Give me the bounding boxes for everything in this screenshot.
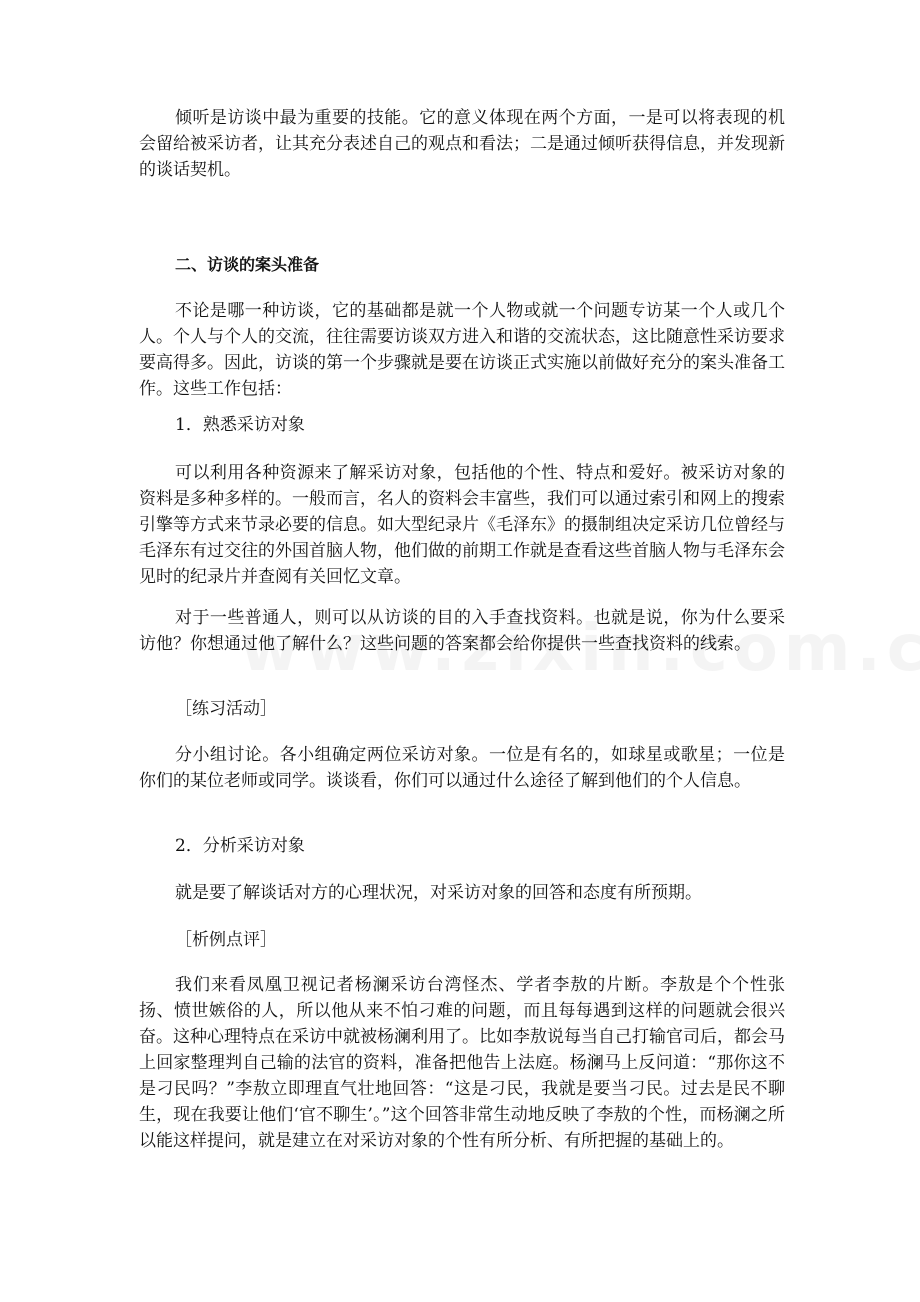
example-review-label: ［析例点评］ — [175, 930, 277, 950]
paragraph-practice-activity: 分小组讨论。各小组确定两位采访对象。一位是有名的，如球星或歌星；一位是你们的某位老师或同学。谈谈看，你们可以通过什么途径了解到他们的个人信息。 — [139, 745, 785, 791]
paragraph-intro: 不论是哪一种访谈，它的基础都是就一个人物或就一个问题专访某一个人或几个人。个人与个人的交流，往往需要访谈双方进入和谐的交流状态，这比随意性采访要求要高得多。因此，访谈的第一个步骤就是要在访谈正式实施以前做好充分的案头准备工作。这些工作包括： — [139, 301, 785, 399]
paragraph-analyze: 就是要了解谈话对方的心理状况，对采访对象的回答和态度有所预期。 — [175, 883, 702, 903]
practice-activity-label: ［练习活动］ — [175, 699, 277, 719]
section-heading-desk-preparation: 二、访谈的案头准备 — [175, 255, 320, 274]
paragraph-familiarize-resources: 可以利用各种资源来了解采访对象，包括他的个性、特点和爱好。被采访对象的资料是多种多样的。一般而言，名人的资料会丰富些，我们可以通过索引和网上的搜索引擎等方式来节录必要的信息。如大型纪录片《毛泽东》的摄制组决定采访几位曾经与毛泽东有过交往的外国首脑人物，他们做的前期工作就是查看这些首脑人物与毛泽东会见时的纪录片并查阅有关回忆文章。 — [139, 463, 785, 587]
item-heading-analyze: 2．分析采访对象 — [175, 836, 305, 856]
item-heading-familiarize: 1．熟悉采访对象 — [175, 415, 305, 435]
paragraph-listening: 倾听是访谈中最为重要的技能。它的意义体现在两个方面，一是可以将表现的机会留给被采访者，让其充分表述自己的观点和看法；二是通过倾听获得信息，并发现新的谈话契机。 — [139, 108, 785, 180]
paragraph-ordinary-people: 对于一些普通人，则可以从访谈的目的入手查找资料。也就是说，你为什么要采访他？你想通过他了解什么？这些问题的答案都会给你提供一些查找资料的线索。 — [139, 608, 785, 654]
paragraph-example-review: 我们来看凤凰卫视记者杨澜采访台湾怪杰、学者李敖的片断。李敖是个个性张扬、愤世嫉俗的人，所以他从来不怕刁难的问题，而且每每遇到这样的问题就会很兴奋。这种心理特点在采访中就被杨澜利用了。比如李敖说每当自己打输官司后，都会马上回家整理判自己输的法官的资料，准备把他告上法庭。杨澜马上反问道：“那你这不是刁民吗？”李敖立即理直气壮地回答：“这是刁民，我就是要当刁民。过去是民不聊生，现在我要让他们‘官不聊生’。”这个回答非常生动地反映了李敖的个性，而杨澜之所以能这样提问，就是建立在对采访对象的个性有所分析、有所把握的基础上的。 — [139, 975, 785, 1151]
